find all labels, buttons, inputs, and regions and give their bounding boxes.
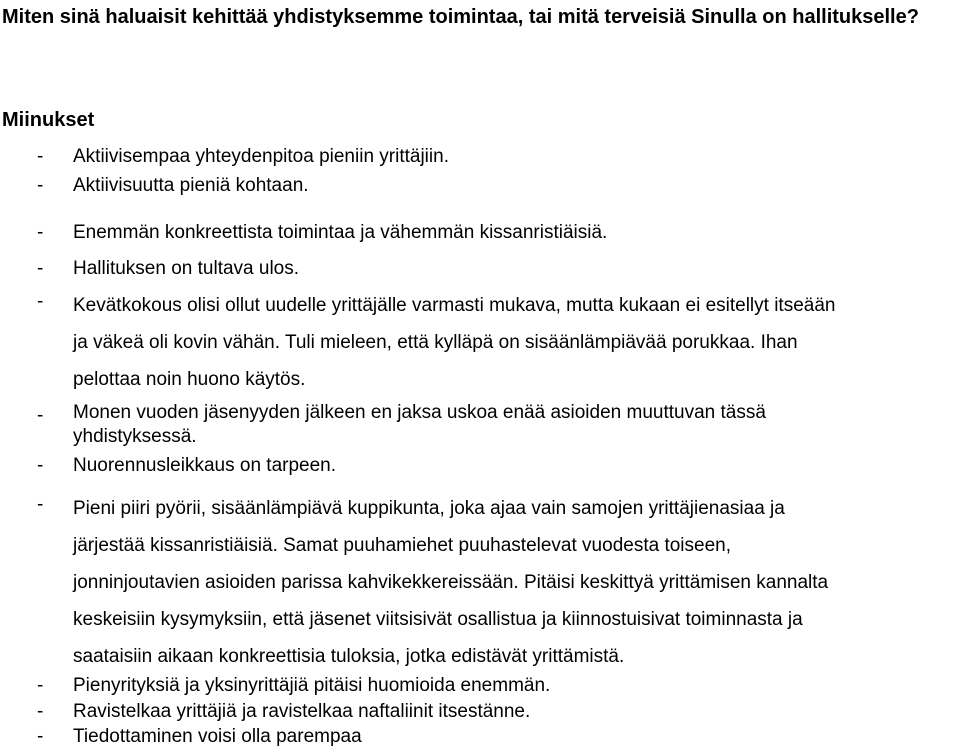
list-item-text bbox=[73, 490, 958, 675]
bullet-dash: - bbox=[37, 455, 44, 476]
list-item-line: Monen vuoden jäsenyyden jälkeen en jaksa uskoa enää asioiden muuttuvan tässä bbox=[73, 402, 766, 423]
list-item-line: Pieni piiri pyörii, sisäänlämpiävä kuppikunta, joka ajaa vain samojen yrittäjienasiaa ja bbox=[73, 498, 785, 519]
list-item-line: Aktiivisempaa yhteydenpitoa pieniin yrittäjiin. bbox=[73, 146, 449, 167]
list-item-line: keskeisiin kysymyksiin, että jäsenet viitsisivät osallistua ja kiinnostuisivat toiminnasta ja bbox=[73, 609, 803, 630]
list-item-text bbox=[73, 287, 958, 398]
list-item-line: saataisiin aikaan konkreettisia tuloksia, jotka edistävät yrittämistä. bbox=[73, 646, 625, 667]
list-item-text bbox=[73, 254, 958, 284]
list-item-line: Enemmän konkreettista toimintaa ja vähemmän kissanristiäisiä. bbox=[73, 222, 608, 243]
bullet-dash: - bbox=[37, 175, 44, 196]
list-item-line: Tiedottaminen voisi olla parempaa bbox=[73, 726, 362, 747]
bullet-dash: - bbox=[37, 675, 44, 696]
list-item-text bbox=[73, 171, 958, 201]
bullet-dash: - bbox=[37, 258, 44, 279]
list-item-line: Kevätkokous olisi ollut uudelle yrittäjälle varmasti mukava, mutta kukaan ei esitellyt itseään bbox=[73, 295, 836, 316]
bullet-dash: - bbox=[37, 701, 44, 722]
bullet-dash: - bbox=[37, 726, 44, 747]
list-item-line: Pienyrityksiä ja yksinyrittäjiä pitäisi huomioida enemmän. bbox=[73, 675, 551, 696]
section-title-minuses: Miinukset bbox=[2, 109, 95, 131]
list-item-text bbox=[73, 218, 958, 248]
bullet-dash: - bbox=[37, 494, 44, 515]
list-item-text bbox=[73, 722, 958, 752]
list-item-line: jonninjoutavien asioiden parissa kahvikekkereissään. Pitäisi keskittyä yrittämisen kannalta bbox=[73, 572, 829, 593]
list-item-line: pelottaa noin huono käytös. bbox=[73, 369, 306, 390]
bullet-dash: - bbox=[37, 405, 44, 426]
list-item-line: järjestää kissanristiäisiä. Samat puuhamiehet puuhastelevat vuodesta toiseen, bbox=[73, 535, 731, 556]
list-item-line: Nuorennusleikkaus on tarpeen. bbox=[73, 455, 337, 476]
list-item-line: Hallituksen on tultava ulos. bbox=[73, 258, 300, 279]
bullet-dash: - bbox=[37, 291, 44, 312]
list-item-line: ja väkeä oli kovin vähän. Tuli mieleen, että kylläpä on sisäänlämpiävää porukkaa. Ihan bbox=[73, 332, 798, 353]
bullet-dash: - bbox=[37, 146, 44, 167]
question-heading: Miten sinä haluaisit kehittää yhdistyksemme toimintaa, tai mitä terveisiä Sinulla on hallitukselle? bbox=[2, 6, 919, 28]
list-item-line: Aktiivisuutta pieniä kohtaan. bbox=[73, 175, 309, 196]
list-item-text bbox=[73, 451, 958, 481]
list-item-line: Ravistelkaa yrittäjiä ja ravistelkaa naftaliinit itsestänne. bbox=[73, 701, 531, 722]
list-item-line: yhdistyksessä. bbox=[73, 426, 197, 447]
list-item-text bbox=[73, 142, 958, 172]
list-item-text bbox=[73, 401, 958, 449]
bullet-dash: - bbox=[37, 222, 44, 243]
